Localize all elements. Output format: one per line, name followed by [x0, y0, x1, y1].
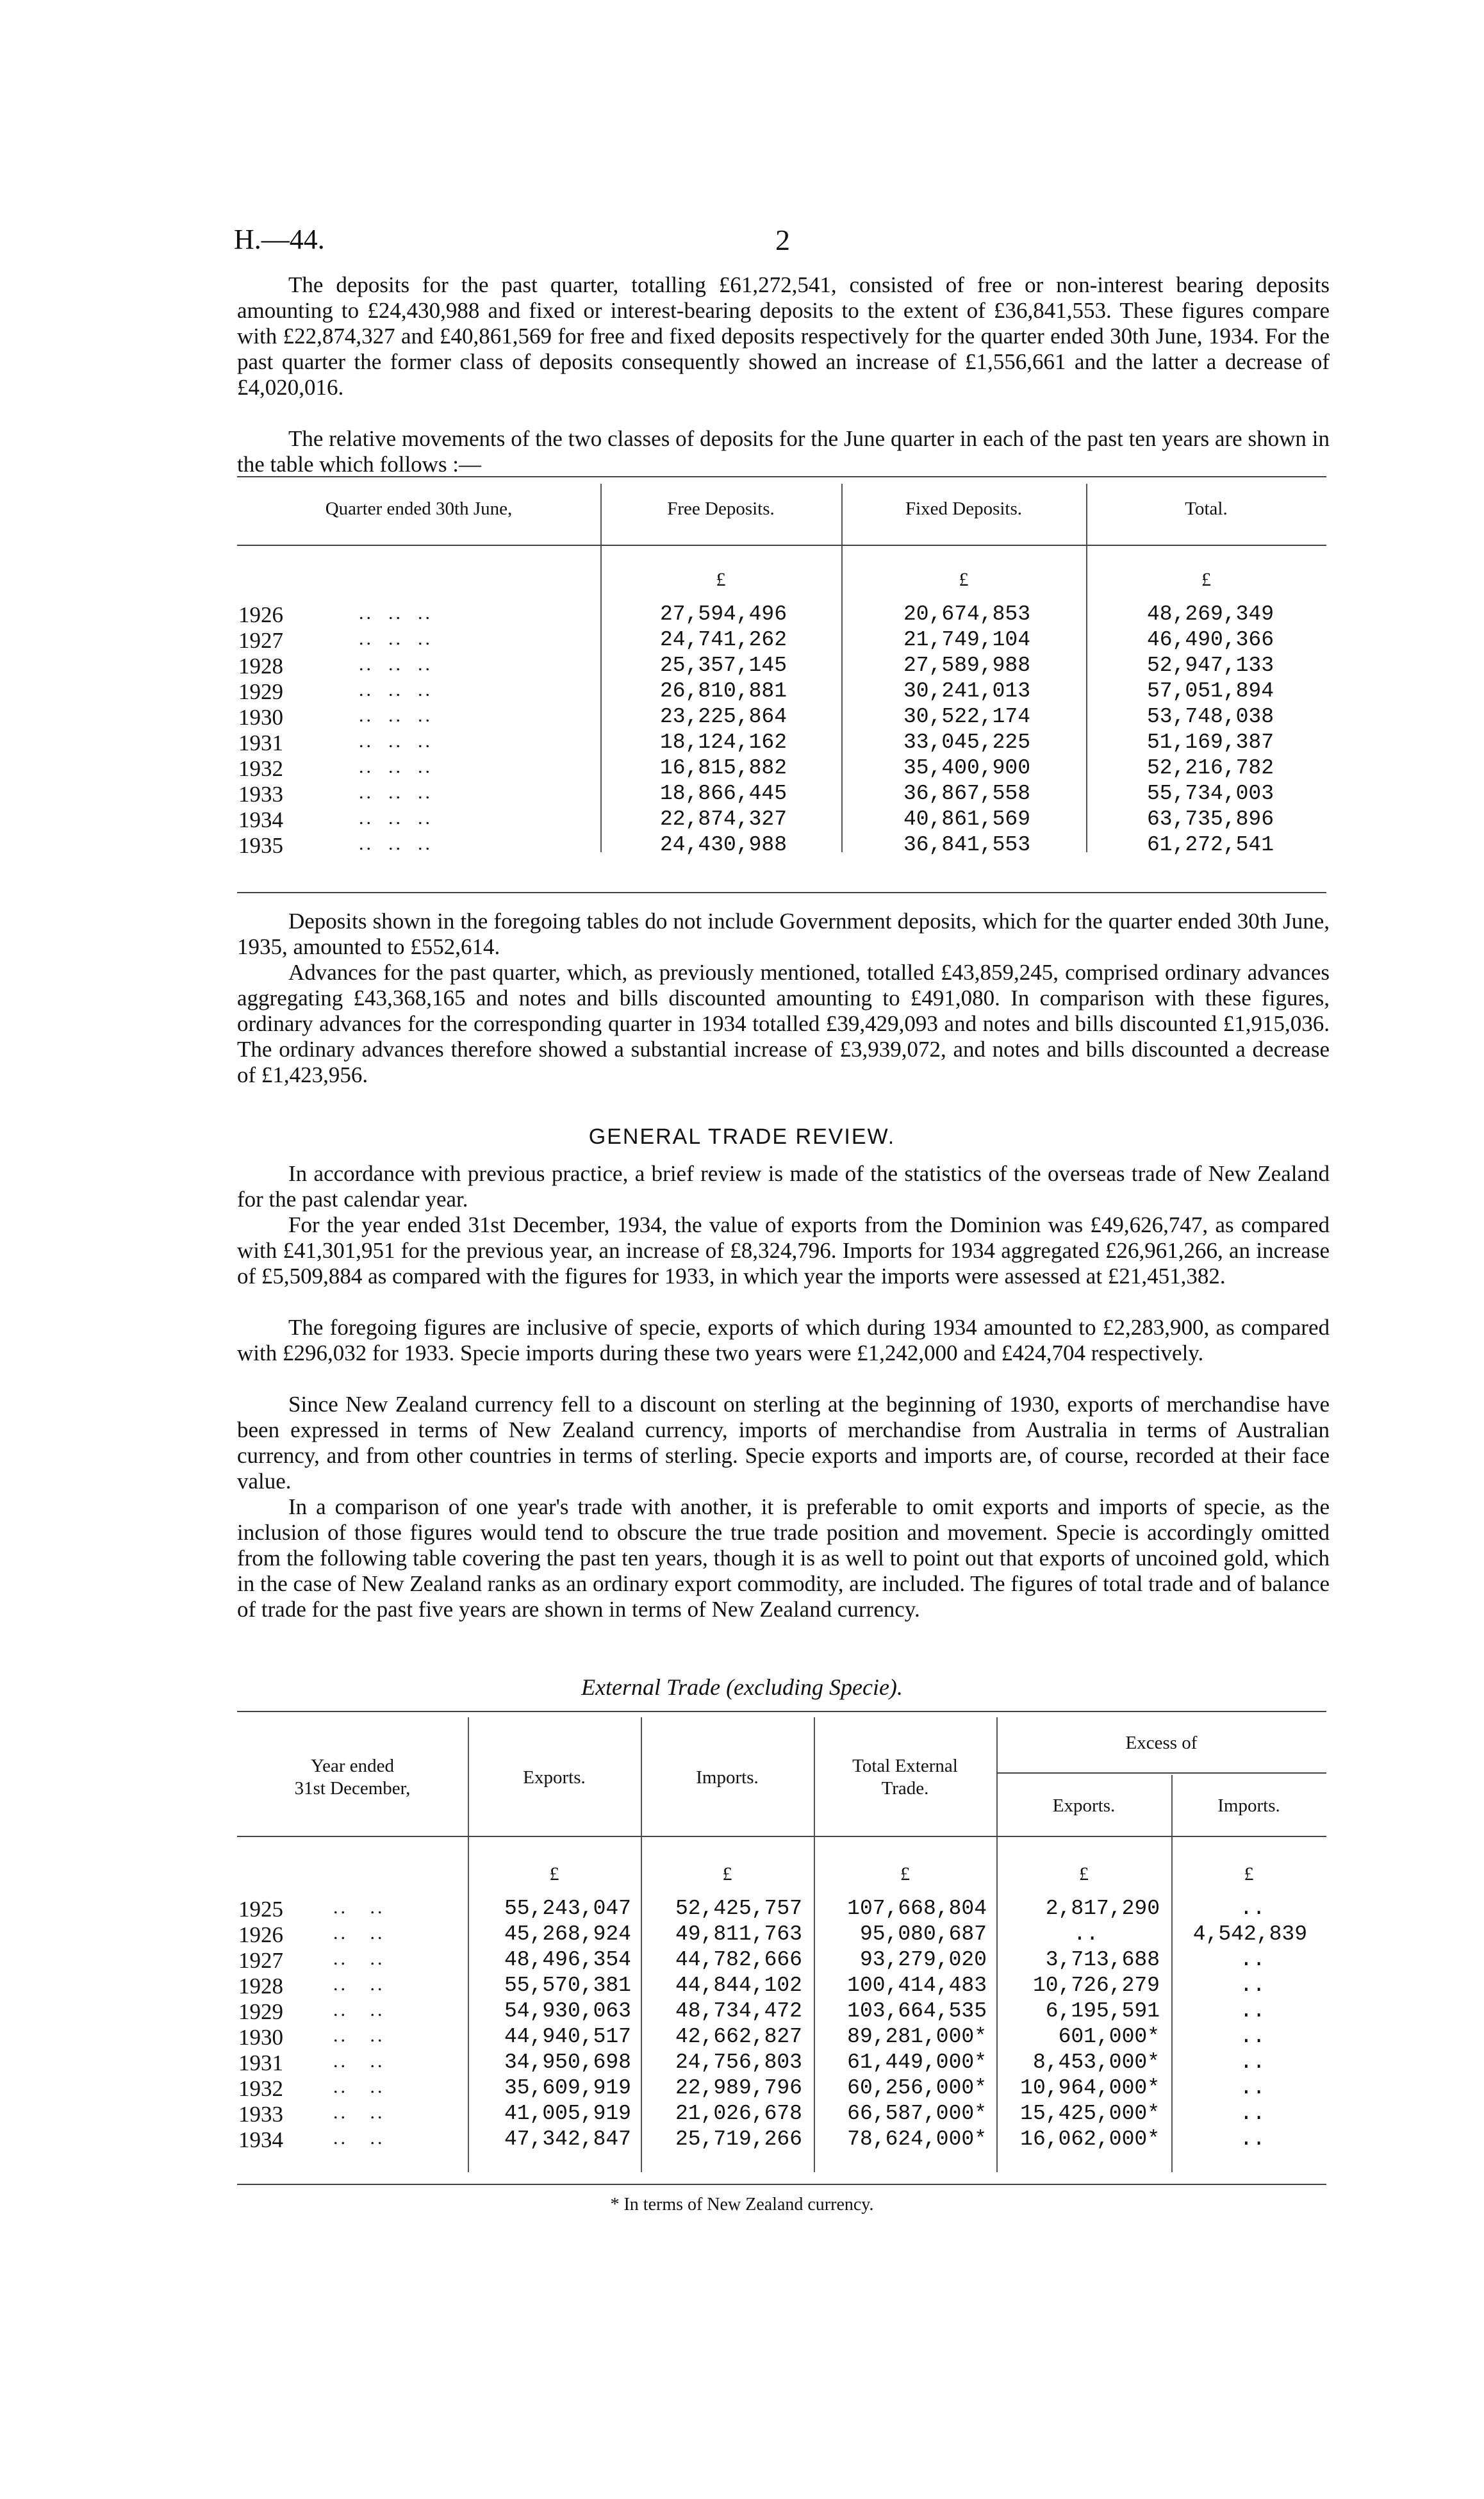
header-year-line2: 31st December,	[294, 1778, 411, 1799]
cell-imports: 48,734,472	[675, 1999, 802, 2023]
row-year: 1928	[238, 654, 283, 679]
cell-imports: 24,756,803	[675, 2050, 802, 2074]
cell-free-deposits: 18,866,445	[660, 782, 787, 805]
leader-dots: .. ..	[333, 2076, 385, 2097]
leader-dots: .. ..	[333, 1897, 385, 1918]
row-year: 1926	[238, 602, 283, 627]
cell-excess-imports: ..	[1240, 1974, 1266, 1997]
row-year: 1927	[238, 1948, 283, 1973]
cell-excess-exports: 16,062,000*	[1020, 2127, 1160, 2151]
unit-symbol: £	[1201, 569, 1211, 590]
cell-total-trade: 100,414,483	[847, 1974, 987, 1997]
cell-total-trade: 95,080,687	[859, 1922, 987, 1946]
row-year: 1932	[238, 2076, 283, 2101]
cell-total: 48,269,349	[1147, 602, 1274, 626]
cell-free-deposits: 26,810,881	[660, 679, 787, 703]
row-year: 1930	[238, 2025, 283, 2050]
paragraph-advances: Advances for the past quarter, which, as previously mentioned, totalled £43,859,245, comprised ordinary advances aggregating £43,368,165 and notes and bills discounted amounting to £491,080. In comparison with these figures, ordinary advances for the corresponding quarter in 1934 totalled £39,429,093 and notes and bills discounted £1,915,036. The ordinary advances therefore showed a substantial increase of £3,939,072, and notes and bills discounted a decrease of £1,423,956.	[237, 960, 1330, 1087]
cell-total: 52,947,133	[1147, 654, 1274, 677]
row-year: 1935	[238, 833, 283, 858]
cell-imports: 21,026,678	[675, 2102, 802, 2125]
column-divider	[996, 1717, 998, 2172]
cell-excess-exports: 3,713,688	[1045, 1948, 1160, 1972]
cell-free-deposits: 24,741,262	[660, 628, 787, 652]
header-year-line1: Year ended	[311, 1756, 394, 1776]
header-exports: Exports.	[523, 1767, 586, 1788]
header-excess: Excess of	[1125, 1733, 1198, 1753]
leader-dots: .. ..	[333, 1948, 385, 1969]
leader-dots: .. ..	[333, 2050, 385, 2072]
paragraph-deposits-summary: The deposits for the past quarter, totalling £61,272,541, consisted of free or non-interest bearing deposits amounting to £24,430,988 and fixed or interest-bearing deposits to the extent of £36,841,553. These figures compare with £22,874,327 and £40,861,569 for free and fixed deposits respectively for the quarter ended 30th June, 1934. For the past quarter the former class of deposits consequently showed an increase of £1,556,661 and the latter a decrease of £4,020,016.	[237, 272, 1330, 400]
leader-dots: .. .. ..	[359, 705, 433, 726]
cell-free-deposits: 16,815,882	[660, 756, 787, 780]
column-divider	[841, 484, 843, 852]
row-year: 1933	[238, 2102, 283, 2127]
header-free-deposits: Free Deposits.	[667, 499, 775, 519]
table-bottom-rule	[237, 892, 1326, 893]
table-bottom-rule	[237, 2184, 1326, 2185]
cell-total-trade: 93,279,020	[859, 1948, 987, 1972]
paragraph-table-intro: The relative movements of the two classes of deposits for the June quarter in each of the past ten years are shown in the table which follows :—	[237, 426, 1330, 477]
cell-excess-imports: ..	[1240, 1897, 1266, 1920]
cell-exports: 55,570,381	[504, 1974, 631, 1997]
leader-dots: .. ..	[333, 1974, 385, 1995]
cell-imports: 42,662,827	[675, 2025, 802, 2049]
header-total: Total.	[1185, 499, 1228, 519]
cell-exports: 54,930,063	[504, 1999, 631, 2023]
unit-symbol: £	[722, 1863, 732, 1885]
cell-excess-imports: ..	[1240, 2127, 1266, 2151]
cell-total: 57,051,894	[1147, 679, 1274, 703]
cell-exports: 35,609,919	[504, 2076, 631, 2100]
cell-excess-exports: ..	[1073, 1922, 1099, 1946]
header-bottom-rule	[237, 545, 1326, 546]
cell-free-deposits: 23,225,864	[660, 705, 787, 729]
cell-total-trade: 107,668,804	[847, 1897, 987, 1920]
row-year: 1929	[238, 679, 283, 704]
leader-dots: .. ..	[333, 1922, 385, 1943]
document-reference: H.—44.	[234, 224, 325, 255]
cell-total: 51,169,387	[1147, 730, 1274, 754]
cell-fixed-deposits: 21,749,104	[903, 628, 1031, 652]
cell-imports: 44,782,666	[675, 1948, 802, 1972]
cell-total: 53,748,038	[1147, 705, 1274, 729]
cell-total: 63,735,896	[1147, 807, 1274, 831]
cell-excess-imports: ..	[1240, 2102, 1266, 2125]
cell-excess-exports: 8,453,000*	[1032, 2050, 1160, 2074]
column-divider	[1171, 1775, 1173, 2172]
row-year: 1929	[238, 1999, 283, 2024]
cell-fixed-deposits: 30,241,013	[903, 679, 1031, 703]
cell-excess-imports: ..	[1240, 1948, 1266, 1972]
header-total-line1: Total External	[852, 1756, 958, 1776]
cell-excess-imports: ..	[1240, 1999, 1266, 2023]
cell-fixed-deposits: 30,522,174	[903, 705, 1031, 729]
cell-free-deposits: 27,594,496	[660, 602, 787, 626]
leader-dots: .. .. ..	[359, 679, 433, 700]
cell-excess-exports: 10,726,279	[1032, 1974, 1160, 1997]
unit-symbol: £	[716, 569, 726, 590]
column-divider	[1086, 484, 1087, 852]
cell-excess-exports: 6,195,591	[1045, 1999, 1160, 2023]
cell-total: 55,734,003	[1147, 782, 1274, 805]
cell-excess-imports: ..	[1240, 2050, 1266, 2074]
cell-excess-imports: ..	[1240, 2025, 1266, 2049]
cell-fixed-deposits: 36,841,553	[903, 833, 1031, 857]
header-bottom-rule	[237, 1836, 1326, 1837]
leader-dots: .. .. ..	[359, 628, 433, 649]
cell-exports: 48,496,354	[504, 1948, 631, 1972]
section-heading: GENERAL TRADE REVIEW.	[588, 1125, 896, 1149]
unit-symbol: £	[900, 1863, 910, 1885]
cell-exports: 34,950,698	[504, 2050, 631, 2074]
cell-exports: 45,268,924	[504, 1922, 631, 1946]
leader-dots: .. ..	[333, 1999, 385, 2020]
cell-free-deposits: 18,124,162	[660, 730, 787, 754]
row-year: 1931	[238, 2050, 283, 2075]
cell-total-trade: 60,256,000*	[847, 2076, 987, 2100]
cell-exports: 55,243,047	[504, 1897, 631, 1920]
cell-fixed-deposits: 40,861,569	[903, 807, 1031, 831]
cell-free-deposits: 22,874,327	[660, 807, 787, 831]
paragraph-trade-intro: In accordance with previous practice, a brief review is made of the statistics of the overseas trade of New Zealand for the past calendar year.	[237, 1161, 1330, 1212]
cell-fixed-deposits: 20,674,853	[903, 602, 1031, 626]
cell-total-trade: 61,449,000*	[847, 2050, 987, 2074]
leader-dots: .. ..	[333, 2127, 385, 2148]
cell-exports: 47,342,847	[504, 2127, 631, 2151]
unit-symbol: £	[1244, 1863, 1254, 1885]
row-year: 1934	[238, 807, 283, 832]
cell-imports: 49,811,763	[675, 1922, 802, 1946]
paragraph-exports-1934: For the year ended 31st December, 1934, the value of exports from the Dominion was £49,626,747, as compared with £41,301,951 for the previous year, an increase of £8,324,796. Imports for 1934 aggregated £26,961,266, an increase of £5,509,884 as compared with the figures for 1933, in which year the imports were assessed at £21,451,382.	[237, 1212, 1330, 1289]
leader-dots: .. .. ..	[359, 602, 433, 623]
paragraph-comparison: In a comparison of one year's trade with another, it is preferable to omit exports and imports of specie, as the inclusion of those figures would tend to obscure the true trade position and movement. Specie is accordingly omitted from the following table covering the past ten years, though it is as well to point out that exports of uncoined gold, which in the case of New Zealand ranks as an ordinary export commodity, are included. The figures of total trade and of balance of trade for the past five years are shown in terms of New Zealand currency.	[237, 1494, 1330, 1622]
excess-subheader-rule	[996, 1772, 1326, 1774]
cell-excess-exports: 601,000*	[1058, 2025, 1160, 2049]
table-top-rule	[237, 476, 1326, 477]
cell-excess-exports: 10,964,000*	[1020, 2076, 1160, 2100]
unit-symbol: £	[959, 569, 969, 590]
row-year: 1927	[238, 628, 283, 653]
cell-excess-exports: 2,817,290	[1045, 1897, 1160, 1920]
paragraph-specie: The foregoing figures are inclusive of specie, exports of which during 1934 amounted to £2,283,900, as compared with £296,032 for 1933. Specie imports during these two years were £1,242,000 and £424,704 respectively.	[237, 1315, 1330, 1365]
unit-symbol: £	[549, 1863, 559, 1885]
footnote: * In terms of New Zealand currency.	[610, 2195, 874, 2214]
cell-imports: 44,844,102	[675, 1974, 802, 1997]
paragraph-government-deposits: Deposits shown in the foregoing tables do not include Government deposits, which for the quarter ended 30th June, 1935, amounted to £552,614.	[237, 909, 1330, 959]
cell-total: 52,216,782	[1147, 756, 1274, 780]
cell-fixed-deposits: 27,589,988	[903, 654, 1031, 677]
header-total-line2: Trade.	[881, 1778, 929, 1799]
row-year: 1928	[238, 1974, 283, 1999]
header-imports: Imports.	[696, 1767, 759, 1788]
row-year: 1926	[238, 1922, 283, 1947]
table-top-rule	[237, 1711, 1326, 1712]
leader-dots: .. .. ..	[359, 730, 433, 752]
cell-fixed-deposits: 35,400,900	[903, 756, 1031, 780]
leader-dots: .. .. ..	[359, 833, 433, 854]
leader-dots: .. ..	[333, 2102, 385, 2123]
cell-excess-exports: 15,425,000*	[1020, 2102, 1160, 2125]
row-year: 1933	[238, 782, 283, 807]
cell-free-deposits: 24,430,988	[660, 833, 787, 857]
leader-dots: .. .. ..	[359, 756, 433, 777]
cell-fixed-deposits: 33,045,225	[903, 730, 1031, 754]
header-quarter: Quarter ended 30th June,	[325, 499, 513, 519]
cell-total: 61,272,541	[1147, 833, 1274, 857]
cell-total-trade: 78,624,000*	[847, 2127, 987, 2151]
cell-imports: 22,989,796	[675, 2076, 802, 2100]
leader-dots: .. .. ..	[359, 807, 433, 829]
unit-symbol: £	[1079, 1863, 1089, 1885]
cell-exports: 41,005,919	[504, 2102, 631, 2125]
row-year: 1934	[238, 2127, 283, 2152]
cell-fixed-deposits: 36,867,558	[903, 782, 1031, 805]
cell-total-trade: 66,587,000*	[847, 2102, 987, 2125]
cell-total: 46,490,366	[1147, 628, 1274, 652]
cell-imports: 25,719,266	[675, 2127, 802, 2151]
leader-dots: .. ..	[333, 2025, 385, 2046]
page-number: 2	[775, 224, 790, 256]
header-fixed-deposits: Fixed Deposits.	[905, 499, 1023, 519]
cell-total-trade: 103,664,535	[847, 1999, 987, 2023]
cell-imports: 52,425,757	[675, 1897, 802, 1920]
cell-free-deposits: 25,357,145	[660, 654, 787, 677]
row-year: 1925	[238, 1897, 283, 1922]
table-caption: External Trade (excluding Specie).	[581, 1674, 903, 1700]
cell-excess-imports: 4,542,839	[1192, 1922, 1307, 1946]
row-year: 1932	[238, 756, 283, 781]
column-divider	[600, 484, 602, 852]
cell-exports: 44,940,517	[504, 2025, 631, 2049]
header-excess-imports: Imports.	[1217, 1795, 1280, 1816]
leader-dots: .. .. ..	[359, 654, 433, 675]
paragraph-currency: Since New Zealand currency fell to a discount on sterling at the beginning of 1930, exports of merchandise have been expressed in terms of New Zealand currency, imports of merchandise from Australia in terms of Australian currency, and from other countries in terms of sterling. Specie exports and imports are, of course, recorded at their face value.	[237, 1392, 1330, 1494]
row-year: 1931	[238, 730, 283, 755]
cell-total-trade: 89,281,000*	[847, 2025, 987, 2049]
header-excess-exports: Exports.	[1052, 1795, 1116, 1816]
row-year: 1930	[238, 705, 283, 730]
cell-excess-imports: ..	[1240, 2076, 1266, 2100]
leader-dots: .. .. ..	[359, 782, 433, 803]
